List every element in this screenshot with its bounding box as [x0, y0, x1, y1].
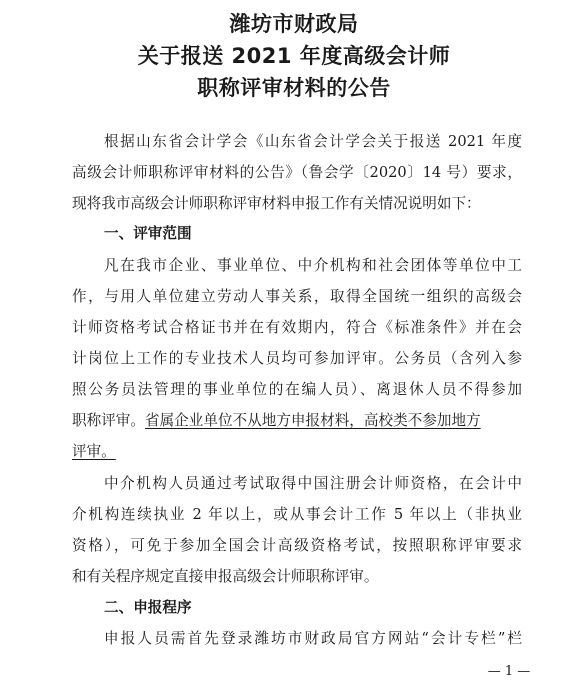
- document-title-line-2: 关于报送 2021 年度高级会计师: [137, 44, 451, 68]
- section-1-p1-line-2: 作，与用人单位建立劳动人事关系，取得全国统一组织的高级会: [72, 288, 522, 305]
- section-1-p2-line-1: 中介机构人员通过考试取得中国注册会计师资格，在会计中: [104, 475, 522, 492]
- section-1-p1-line-6-plain: 职称评审。: [72, 412, 145, 429]
- section-2-p1-line-1: 申报人员需首先登录潍坊市财政局官方网站“会计专栏”栏: [104, 630, 522, 647]
- section-1-p1-line-3: 计师资格考试合格证书并在有效期内，符合《标准条件》并在会: [72, 319, 522, 336]
- section-1-p1-line-4: 计岗位上工作的专业技术人员均可参加评审。公务员（含列入参: [72, 350, 522, 367]
- section-1-p2-line-3: 资格），可免于参加全国会计高级资格考试，按照职称评审要求: [72, 537, 522, 554]
- section-1-p1-line-7-underlined: 评审。: [72, 443, 116, 460]
- section-1-p1-line-6-underlined: 省属企业单位不从地方申报材料，高校类不参加地方: [144, 412, 481, 429]
- section-1-p1-line-1: 凡在我市企业、事业单位、中介机构和社会团体等单位中工: [104, 257, 522, 274]
- document-title-line-3: 职称评审材料的公告: [197, 76, 391, 100]
- section-1-p1-line-5: 照公务员法管理的事业单位的在编人员）、离退休人员不得参加: [72, 381, 522, 398]
- section-1-p1-line-6: [72, 406, 522, 436]
- section-1-p2-line-4: 和有关程序规定直接申报高级会计师职称评审。: [72, 568, 379, 585]
- page-number: — 1 —: [487, 664, 531, 679]
- intro-line-3: 现将我市高级会计师职称评审材料申报工作有关情况说明如下：: [72, 195, 481, 212]
- document-title-line-1: 潍坊市财政局: [229, 12, 359, 36]
- intro-line-2: 高级会计师职称评审材料的公告》（鲁会学〔2020〕14 号）要求，: [72, 164, 522, 181]
- intro-line-1: 根据山东省会计学会《山东省会计学会关于报送 2021 年度: [104, 133, 522, 150]
- section-2-heading: 二、申报程序: [104, 599, 192, 616]
- section-1-p1-line-7: [72, 437, 522, 467]
- section-1-p2-line-2: 介机构连续执业 2 年以上，或从事会计工作 5 年以上（非执业: [72, 506, 522, 523]
- section-1-heading: 一、评审范围: [104, 225, 192, 242]
